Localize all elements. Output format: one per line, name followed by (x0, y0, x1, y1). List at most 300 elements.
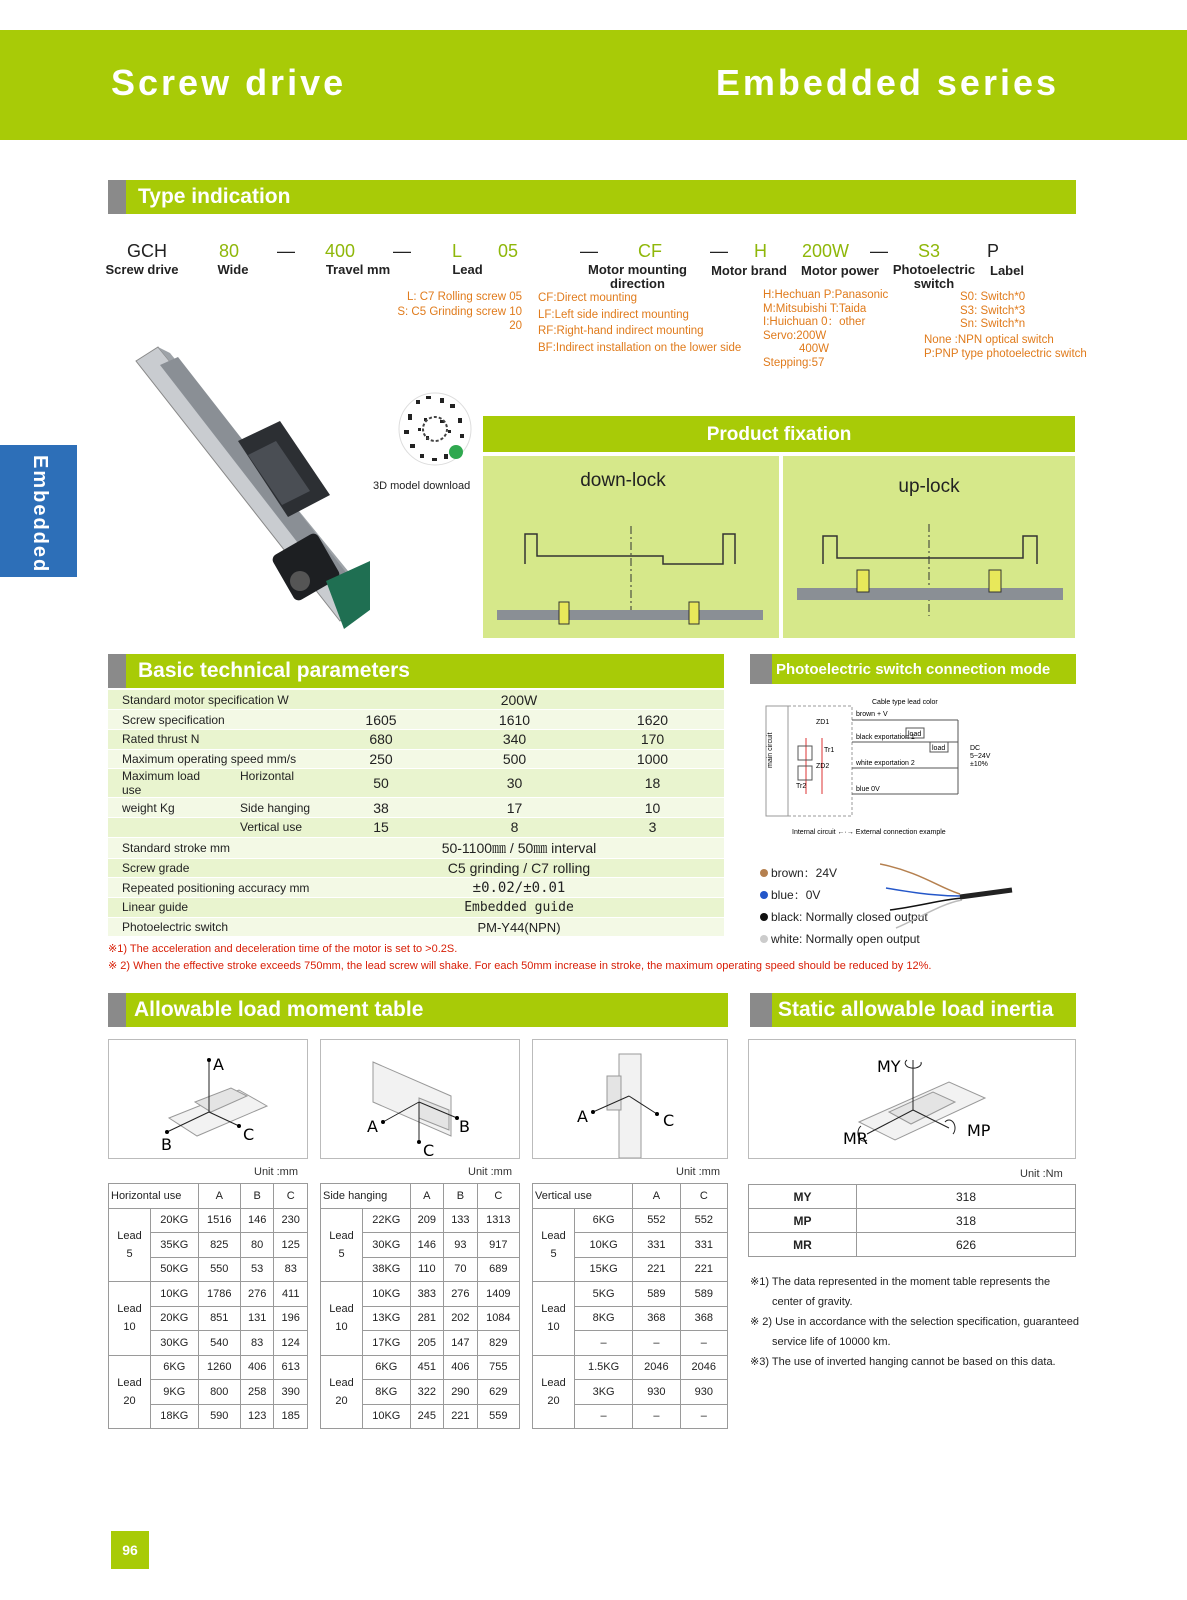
param-row (108, 858, 724, 878)
table-cell: 35KG (151, 1233, 199, 1258)
diagram-load: load (932, 745, 946, 752)
code-lead-value: 05 (498, 241, 519, 261)
lead-value: 5 (126, 1247, 133, 1260)
param-value: 50-1100㎜ / 50㎜ interval (314, 837, 724, 858)
moment-table-header (108, 993, 728, 1027)
vertical-use-table (532, 1183, 728, 1429)
table-cell: 123 (240, 1404, 274, 1429)
param-value: 50 (314, 769, 448, 798)
axis-c: C (243, 1125, 255, 1144)
horizontal-use-diagram (108, 1039, 308, 1159)
param-label: Rated thrust N (108, 729, 314, 749)
load-sub: Vertical use (240, 820, 303, 835)
table-cell: 589 (633, 1282, 680, 1307)
lead-value: 10 (123, 1321, 136, 1334)
qr-code-image (396, 390, 474, 468)
diagram-blue: blue 0V (856, 786, 880, 793)
type-indication-title: Type indication (138, 185, 291, 208)
param-value: 8 (448, 817, 581, 837)
diagram-tol: ±10% (970, 761, 988, 768)
lead-cell (109, 1282, 151, 1356)
mount-option: CF:Direct mounting (538, 292, 638, 304)
brand-option: H:Hechuan P:Panasonic (763, 289, 889, 301)
table-cell: 124 (274, 1331, 308, 1356)
lead-label: Lead (541, 1303, 566, 1316)
inertia-key: MR (749, 1233, 857, 1257)
table-cell: 125 (274, 1233, 308, 1258)
load-sub: Horizontal use (122, 769, 295, 798)
table-row (109, 1355, 308, 1380)
lead-label: Lead (541, 1376, 566, 1389)
label-brand: Motor brand (711, 263, 787, 278)
table-cell: 221 (444, 1404, 478, 1429)
param-label: Screw grade (108, 858, 314, 878)
table-cell: 17KG (363, 1331, 411, 1356)
table-cell: 406 (444, 1355, 478, 1380)
axis-c: C (663, 1111, 675, 1130)
diagram-cable: Cable type lead color (872, 699, 938, 706)
side-tab-label: Embedded (29, 455, 51, 574)
table-cell: 8KG (575, 1306, 633, 1331)
down-lock-label: down-lock (580, 470, 666, 491)
down-lock-panel (483, 456, 779, 638)
param-value: 680 (314, 729, 448, 749)
table-cell: 10KG (575, 1233, 633, 1258)
table-cell: 110 (410, 1257, 444, 1282)
lead-label: Lead (117, 1376, 142, 1389)
lead-value: 20 (123, 1394, 136, 1407)
lead-label: Lead (329, 1229, 354, 1242)
legend-dot (760, 869, 768, 877)
label-lead: Lead (452, 262, 483, 277)
moment-table-title: Allowable load moment table (134, 998, 424, 1021)
table-cell: 8KG (363, 1380, 411, 1405)
lead-cell (321, 1282, 363, 1356)
table-cell: 559 (477, 1404, 519, 1429)
table-header-cell: B (240, 1184, 274, 1209)
table-cell: 290 (444, 1380, 478, 1405)
label-option: P:PNP type photoelectric switch (924, 347, 1087, 360)
table-cell: 258 (240, 1380, 274, 1405)
table-cell: 205 (410, 1331, 444, 1356)
table-cell: 1786 (198, 1282, 240, 1307)
table-row (109, 1282, 308, 1307)
table-cell: 755 (477, 1355, 519, 1380)
lead-cell (109, 1208, 151, 1282)
code-wide: 80 (219, 241, 240, 261)
table-cell: 589 (680, 1282, 727, 1307)
brand-option: I:Huichuan 0：other (763, 316, 866, 328)
axis-b: B (459, 1117, 470, 1136)
horizontal-use-table (108, 1183, 308, 1429)
table-cell: 6KG (363, 1355, 411, 1380)
param-row (108, 769, 724, 798)
table-cell: 590 (198, 1404, 240, 1429)
label-power: Motor power (801, 263, 879, 278)
param-value: 340 (448, 729, 581, 749)
table-cell: 53 (240, 1257, 274, 1282)
lead-cell (533, 1282, 575, 1356)
table-cell: 390 (274, 1380, 308, 1405)
note-top: ※1) The acceleration and deceleration time of the motor is set to >0.2S. (108, 943, 458, 955)
inertia-note: ※ 2) Use in accordance with the selection specification, guaranteed (750, 1316, 1080, 1328)
param-label: Linear guide (108, 898, 314, 918)
table-cell: 50KG (151, 1257, 199, 1282)
table-cell: 196 (274, 1306, 308, 1331)
table-cell: 540 (198, 1331, 240, 1356)
legend-text: black: Normally closed output (771, 910, 928, 924)
code-travel: 400 (325, 241, 356, 261)
lead-label: Lead (329, 1376, 354, 1389)
inertia-row (749, 1233, 1076, 1257)
diagram-dc: DC (970, 745, 981, 752)
table-header-cell: Vertical use (533, 1184, 633, 1209)
param-value: 200W (314, 690, 724, 710)
table-cell: 38KG (363, 1257, 411, 1282)
section-bar (108, 993, 126, 1027)
table-cell: 146 (410, 1233, 444, 1258)
label-mount: Motor mounting direction (588, 262, 687, 291)
lead-label: Lead (117, 1229, 142, 1242)
diagram-brown: brown + V (856, 711, 888, 718)
photo-switch-header (750, 654, 1076, 684)
table-cell: 15KG (575, 1257, 633, 1282)
inertia-unit: Unit :Nm (1020, 1168, 1063, 1180)
up-lock-panel (783, 456, 1075, 638)
type-indication-header (108, 180, 1076, 214)
lead-value: 10 (547, 1321, 560, 1334)
param-value: 10 (581, 798, 724, 818)
table-cell: 368 (633, 1306, 680, 1331)
table-cell: 930 (680, 1380, 727, 1405)
param-value: 1620 (581, 710, 724, 730)
diagram-white: white exportation 2 (856, 760, 915, 767)
table-cell: 1.5KG (575, 1355, 633, 1380)
inertia-row (749, 1185, 1076, 1209)
table-cell: 552 (633, 1208, 680, 1233)
param-value: 500 (448, 749, 581, 769)
table-cell: 83 (240, 1331, 274, 1356)
switch-options (960, 291, 1025, 332)
table-cell: 22KG (363, 1208, 411, 1233)
inertia-note: service life of 10000 km. (772, 1336, 891, 1348)
table-cell: – (680, 1404, 727, 1429)
product-image (130, 345, 370, 645)
inertia-key: MY (749, 1185, 857, 1209)
brand-option: Servo:200W (763, 329, 827, 342)
label-wide: Wide (217, 262, 249, 277)
table-cell: 30KG (151, 1331, 199, 1356)
table-cell: 1260 (198, 1355, 240, 1380)
note-top: ※ 2) When the effective stroke exceeds 750mm, the lead screw will shake. For each 50mm increase in stroke, the maximum operating speed should be reduced by 12%. (108, 960, 932, 972)
table-cell: 2046 (680, 1355, 727, 1380)
inertia-diagram (748, 1039, 1076, 1159)
inertia-value: 626 (857, 1233, 1076, 1257)
table-header-cell: C (477, 1184, 519, 1209)
inertia-title: Static allowable load inertia (778, 998, 1054, 1021)
diagram-zd1: ZD1 (816, 719, 830, 726)
inertia-value: 318 (857, 1209, 1076, 1233)
table-row (533, 1282, 728, 1307)
table-cell: 146 (240, 1208, 274, 1233)
table-header-row (533, 1184, 728, 1209)
lead-value: 20 (547, 1394, 560, 1407)
table-cell: 133 (444, 1208, 478, 1233)
legend-text: blue：0V (771, 888, 821, 902)
label-option: None :NPN optical switch (924, 334, 1054, 346)
code-lead: L (452, 241, 463, 261)
inertia-mp: MP (967, 1121, 991, 1140)
param-value: 18 (581, 769, 724, 798)
dash: — (870, 241, 888, 261)
code-power: 200W (802, 241, 850, 261)
label-switch: Photoelectric switch (892, 262, 976, 291)
load-sub: Side hanging (240, 800, 311, 815)
param-value: C5 grinding / C7 rolling (314, 858, 724, 878)
basic-params-header (108, 654, 724, 688)
lead-label: Lead (117, 1303, 142, 1316)
param-row (108, 898, 724, 918)
photo-switch-circuit (758, 694, 1058, 844)
table-cell: 1313 (477, 1208, 519, 1233)
table-cell: 281 (410, 1306, 444, 1331)
table-cell: 550 (198, 1257, 240, 1282)
table-cell: – (633, 1331, 680, 1356)
section-bar (108, 180, 126, 214)
axis-a: A (213, 1055, 224, 1074)
param-value: ±0.02/±0.01 (314, 878, 724, 898)
lead-option: 20 (509, 320, 522, 332)
table-cell: 5KG (575, 1282, 633, 1307)
table-cell: 83 (274, 1257, 308, 1282)
table-cell: 245 (410, 1404, 444, 1429)
inertia-mr: MR (843, 1129, 868, 1148)
axis-b: B (161, 1135, 172, 1154)
table-row (321, 1355, 520, 1380)
param-value: 17 (448, 798, 581, 818)
switch-option: Sn: Switch*n (960, 318, 1026, 330)
table-cell: 689 (477, 1257, 519, 1282)
table-cell: 10KG (363, 1282, 411, 1307)
inertia-key: MP (749, 1209, 857, 1233)
param-value: 250 (314, 749, 448, 769)
table-row (321, 1282, 520, 1307)
inertia-value: 318 (857, 1185, 1076, 1209)
inertia-note: ※3) The use of inverted hanging cannot be based on this data. (750, 1356, 1056, 1368)
table-cell: 1409 (477, 1282, 519, 1307)
table-cell: 930 (633, 1380, 680, 1405)
lead-cell (109, 1355, 151, 1429)
table-header-cell: Side hanging (321, 1184, 411, 1209)
side-tab (0, 445, 77, 577)
table-cell: 331 (633, 1233, 680, 1258)
table-cell: 202 (444, 1306, 478, 1331)
inertia-my: MY (877, 1057, 901, 1076)
table-cell: 331 (680, 1233, 727, 1258)
code-label: P (987, 241, 1000, 261)
mount-option: LF:Left side indirect mounting (538, 308, 689, 321)
vertical-use-diagram (532, 1039, 728, 1159)
header-left-title: Screw drive (111, 62, 347, 103)
up-lock-diagram (783, 496, 1075, 636)
diagram-black: black exportation 1 (856, 734, 915, 741)
table-cell: 411 (274, 1282, 308, 1307)
table-cell: 1084 (477, 1306, 519, 1331)
legend-dot (760, 891, 768, 899)
product-fixation-panel (483, 416, 1075, 638)
table-cell: 451 (410, 1355, 444, 1380)
label-travel: Travel mm (325, 262, 391, 277)
table-header-row (321, 1184, 520, 1209)
table-cell: 185 (274, 1404, 308, 1429)
param-value: 170 (581, 729, 724, 749)
table-cell: 209 (410, 1208, 444, 1233)
table-header-cell: C (680, 1184, 727, 1209)
code-brand: H (754, 241, 767, 261)
table-cell: 221 (633, 1257, 680, 1282)
brand-option: M:Mitsubishi T:Taida (763, 302, 867, 315)
inertia-row (749, 1209, 1076, 1233)
table-cell: 629 (477, 1380, 519, 1405)
table-cell: 230 (274, 1208, 308, 1233)
table-cell: 20KG (151, 1208, 199, 1233)
table-cell: 3KG (575, 1380, 633, 1405)
lead-value: 5 (550, 1247, 557, 1260)
param-value: 30 (448, 769, 581, 798)
table-cell: 93 (444, 1233, 478, 1258)
table-cell: 276 (444, 1282, 478, 1307)
table-row (109, 1208, 308, 1233)
param-row (108, 749, 724, 769)
table-header-cell: A (198, 1184, 240, 1209)
table-row (533, 1355, 728, 1380)
side-hanging-diagram (320, 1039, 520, 1159)
diagram-main: main circuit (767, 732, 774, 768)
code-switch: S3 (918, 241, 941, 261)
param-row (108, 917, 724, 937)
param-row (108, 878, 724, 898)
axis-a: A (577, 1107, 588, 1126)
section-bar (108, 654, 126, 688)
param-label: Screw specification (108, 710, 314, 730)
unit-label: Unit :mm (254, 1166, 298, 1178)
diagram-zd2: ZD2 (816, 763, 830, 770)
up-lock-label: up-lock (898, 476, 960, 497)
table-cell: 552 (680, 1208, 727, 1233)
product-fixation-title: Product fixation (706, 424, 852, 445)
brand-option: Stepping:57 (763, 356, 825, 369)
load-label-cell (108, 817, 314, 837)
param-value: 1605 (314, 710, 448, 730)
diagram-tr2: Tr2 (796, 783, 807, 790)
table-cell: 6KG (151, 1355, 199, 1380)
lead-value: 10 (335, 1321, 348, 1334)
lead-option: S: C5 Grinding screw 10 (397, 305, 522, 318)
table-cell: 800 (198, 1380, 240, 1405)
lead-options (386, 290, 522, 334)
dash: — (393, 241, 411, 261)
lead-cell (321, 1208, 363, 1282)
lead-label: Lead (329, 1303, 354, 1316)
table-header-cell: A (410, 1184, 444, 1209)
cable-image (880, 858, 1015, 938)
param-value: Embedded guide (314, 898, 724, 918)
diagram-tr1: Tr1 (824, 747, 835, 754)
qr-caption: 3D model download (373, 480, 471, 492)
load-label-2: weight Kg (122, 800, 175, 815)
switch-option: S3: Switch*3 (960, 304, 1026, 317)
lead-cell (533, 1208, 575, 1282)
table-cell: 851 (198, 1306, 240, 1331)
param-value: 1610 (448, 710, 581, 730)
table-cell: 18KG (151, 1404, 199, 1429)
lead-cell (321, 1355, 363, 1429)
table-cell: 383 (410, 1282, 444, 1307)
param-label: Photoelectric switch (108, 917, 314, 937)
down-lock-diagram (483, 496, 779, 636)
lead-cell (533, 1355, 575, 1429)
product-fixation-header (483, 416, 1075, 452)
switch-option: S0: Switch*0 (960, 291, 1026, 303)
param-label: Maximum operating speed mm/s (108, 749, 314, 769)
table-cell: 131 (240, 1306, 274, 1331)
diagram-footer: Internal circuit ←·→ External connection example (792, 829, 946, 836)
param-value: 38 (314, 798, 448, 818)
mount-option: BF:Indirect installation on the lower side (538, 341, 742, 354)
inertia-header (750, 993, 1076, 1027)
param-value: 3 (581, 817, 724, 837)
label-options (924, 334, 1087, 361)
table-cell: – (575, 1404, 633, 1429)
dash: — (580, 241, 598, 261)
table-row (533, 1208, 728, 1233)
table-header-cell: C (274, 1184, 308, 1209)
table-cell: 221 (680, 1257, 727, 1282)
inertia-note: center of gravity. (772, 1296, 853, 1308)
param-row (108, 690, 724, 710)
param-value: 15 (314, 817, 448, 837)
table-cell: 30KG (363, 1233, 411, 1258)
load-label-cell (108, 769, 314, 798)
lead-label: Lead (541, 1229, 566, 1242)
lead-option: L: C7 Rolling screw 05 (406, 291, 522, 303)
lead-value: 20 (335, 1394, 348, 1407)
table-cell: 10KG (151, 1282, 199, 1307)
photo-switch-title: Photoelectric switch connection mode (776, 661, 1051, 678)
param-label: Repeated positioning accuracy mm (108, 878, 314, 898)
section-bar (750, 993, 772, 1027)
table-cell: 322 (410, 1380, 444, 1405)
table-header-cell: B (444, 1184, 478, 1209)
legend-text: white: Normally open output (771, 932, 920, 946)
diagram-load: load (908, 731, 922, 738)
table-cell: 80 (240, 1233, 274, 1258)
unit-label: Unit :mm (468, 1166, 512, 1178)
basic-params-title: Basic technical parameters (138, 659, 410, 682)
code-mount: CF (638, 241, 662, 261)
table-cell: 6KG (575, 1208, 633, 1233)
table-cell: – (575, 1331, 633, 1356)
legend-dot (760, 935, 768, 943)
axis-c: C (423, 1141, 435, 1159)
header-right-title: Embedded series (715, 62, 1059, 103)
lead-value: 5 (338, 1247, 345, 1260)
table-cell: 406 (240, 1355, 274, 1380)
dash: — (277, 241, 295, 261)
legend-dot (760, 913, 768, 921)
basic-params-table (108, 690, 724, 937)
load-label-cell (108, 798, 314, 818)
